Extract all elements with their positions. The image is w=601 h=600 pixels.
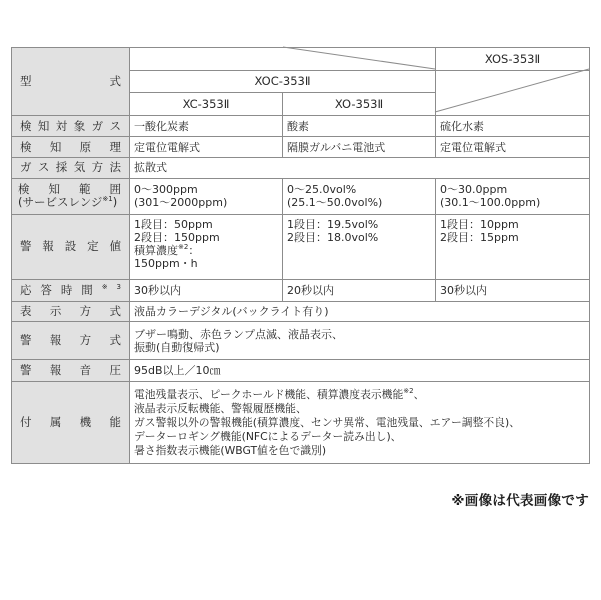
range-xo: 0～25.0vol% (25.1～50.0vol%) xyxy=(283,178,436,214)
sound-value: 95dB以上／10㎝ xyxy=(130,360,590,382)
row-alarm-method xyxy=(12,322,590,360)
gas-xo: 酸素 xyxy=(283,116,436,137)
model-xc: XC-353Ⅱ xyxy=(130,93,283,116)
gas-xs: 硫化水素 xyxy=(436,116,590,137)
gas-label: 検知対象ガス xyxy=(12,116,130,137)
gas-xc: 一酸化炭素 xyxy=(130,116,283,137)
principle-xs: 定電位電解式 xyxy=(436,137,590,158)
sampling-label: ガス採気方法 xyxy=(12,158,130,179)
row-principle xyxy=(12,137,590,158)
range-label xyxy=(12,178,130,214)
principle-xc: 定電位電解式 xyxy=(130,137,283,158)
range-label-line2: (サービスレンジ$^{※1}$) xyxy=(18,195,118,210)
sound-label: 警報音圧 xyxy=(12,360,130,382)
spec-table xyxy=(11,47,590,464)
response-label-sup: ※3 xyxy=(101,282,123,291)
row-alarm xyxy=(12,214,590,279)
range-xs: 0～30.0ppm (30.1～100.0ppm) xyxy=(436,178,590,214)
alarm-xo: 1段目：19.5vol% 2段目：18.0vol% xyxy=(283,214,436,279)
response-xc: 30秒以内 xyxy=(130,279,283,301)
model-xo: XO-353Ⅱ xyxy=(283,93,436,116)
features-label: 付属機能 xyxy=(12,382,130,464)
row-response xyxy=(12,279,590,301)
row-gas xyxy=(12,116,590,137)
display-value: 液晶カラーデジタル(バックライト有り) xyxy=(130,301,590,322)
row-sound xyxy=(12,360,590,382)
representative-image-note: ※画像は代表画像です xyxy=(451,493,589,509)
header-row-1 xyxy=(12,48,590,71)
alarm-xs: 1段目：10ppm 2段目：15ppm xyxy=(436,214,590,279)
alarm-xc: 1段目：50ppm 2段目：150ppm 積算濃度$^{※2}$： 150ppm・h xyxy=(130,214,283,279)
row-features xyxy=(12,382,590,464)
row-range xyxy=(12,178,590,214)
display-label: 表示方式 xyxy=(12,301,130,322)
range-xc: 0～300ppm (301～2000ppm) xyxy=(130,178,283,214)
response-xo: 20秒以内 xyxy=(283,279,436,301)
row-sampling xyxy=(12,158,590,179)
principle-label: 検知原理 xyxy=(12,137,130,158)
principle-xo: 隔膜ガルバニ電池式 xyxy=(283,137,436,158)
model-label: 型 式 xyxy=(12,48,130,116)
response-label: 応答時間$^{※3}$ xyxy=(12,279,130,301)
features-value: 電池残量表示、ピークホールド機能、積算濃度表示機能$^{※2}$、 液晶表示反転機能、警報履歴機能、 ガス警報以外の警報機能(積算濃度、センサ異常、電池残量、エアー調整不良)、 データーロギング機能(NFCによるデーター読み出し)、 暑さ指数表示機能(WBGT値を色で識別) xyxy=(130,382,590,464)
alarm-label: 警報設定値 xyxy=(12,214,130,279)
header-blank xyxy=(130,48,436,71)
row-display xyxy=(12,301,590,322)
header-diagonal-cell xyxy=(436,71,590,116)
sampling-value: 拡散式 xyxy=(130,158,590,179)
range-label-sup: ※1 xyxy=(102,195,113,204)
range-label-line1: 検知範囲 xyxy=(18,182,122,197)
model-xoc: XOC-353Ⅱ xyxy=(130,71,436,93)
alarm-method-value: ブザー鳴動、赤色ランプ点滅、液晶表示、 振動(自動復帰式) xyxy=(130,322,590,360)
alarm-method-label: 警報方式 xyxy=(12,322,130,360)
response-xs: 30秒以内 xyxy=(436,279,590,301)
model-xos: XOS-353Ⅱ xyxy=(436,48,590,71)
